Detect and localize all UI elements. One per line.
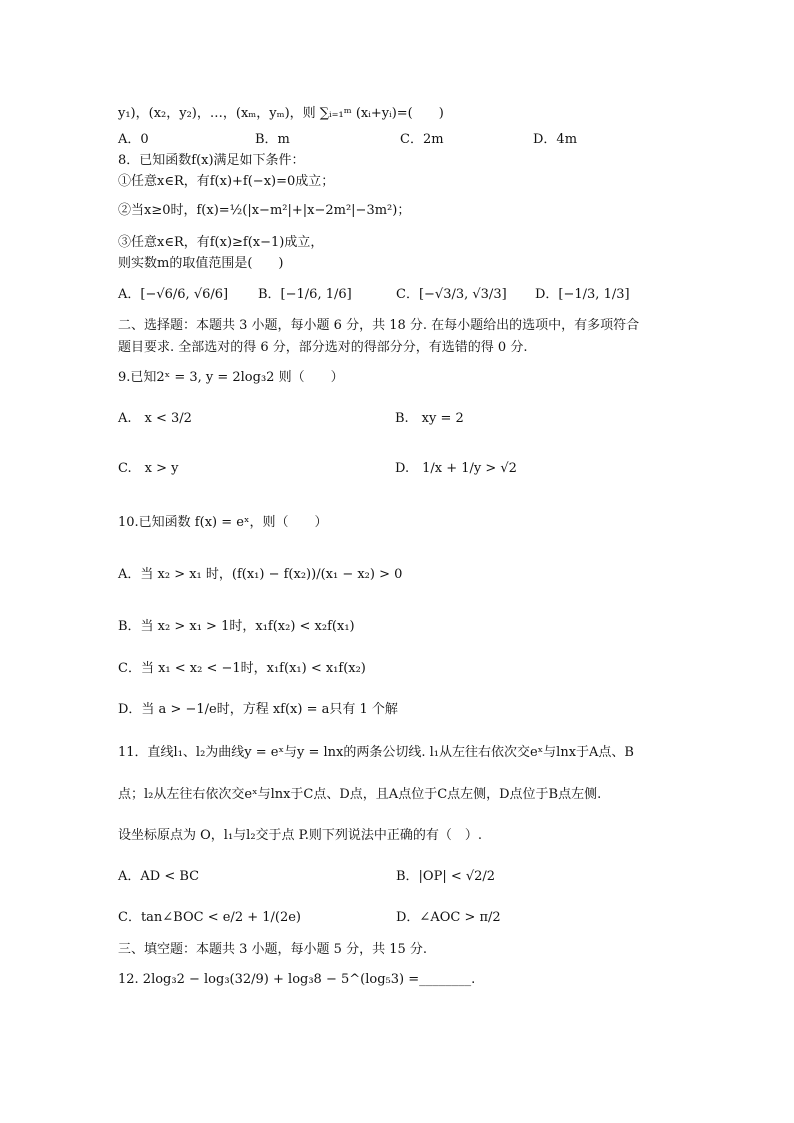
q8-ask: 则实数m的取值范围是( ) bbox=[118, 256, 284, 271]
q11-line-2: 点；l₂从左往右依次交eˣ与lnx于C点、D点，且A点位于C点左侧，D点位于B点左侧. bbox=[118, 787, 602, 802]
q7-option-b: B．m bbox=[255, 132, 290, 147]
q8-option-b: B．[−1/6, 1/6] bbox=[258, 287, 352, 302]
q9-option-c: C. x > y bbox=[118, 461, 179, 476]
section3-title: 三、填空题：本题共 3 小题，每小题 5 分，共 15 分. bbox=[118, 942, 428, 957]
q10-option-c: C．当 x₁ < x₂ < −1时，x₁f(x₁) < x₁f(x₂) bbox=[118, 661, 366, 676]
q11-option-d: D．∠AOC > π/2 bbox=[396, 910, 501, 925]
q8-condition-2: ②当x≥0时，f(x)=½(|x−m²|+|x−2m²|−3m²)； bbox=[118, 203, 411, 218]
q8-option-a: A．[−√6/6, √6/6] bbox=[118, 287, 229, 302]
q11-option-a: A．AD < BC bbox=[118, 869, 200, 884]
q11-option-b: B．|OP| < √2/2 bbox=[396, 869, 496, 884]
q10-stem: 10.已知函数 f(x) = eˣ，则（ ） bbox=[118, 515, 328, 530]
q8-stem: 8．已知函数f(x)满足如下条件： bbox=[118, 153, 305, 168]
q7-option-c: C．2m bbox=[400, 132, 444, 147]
q8-condition-3: ③任意x∈R，有f(x)≥f(x−1)成立， bbox=[118, 235, 324, 250]
q7-option-d: D．4m bbox=[533, 132, 578, 147]
q9-stem: 9.已知2ˣ = 3, y = 2log₃2 则（ ） bbox=[118, 370, 344, 385]
section2-title-continued: 题目要求. 全部选对的得 6 分，部分选对的得部分分，有选错的得 0 分. bbox=[118, 340, 528, 355]
q10-option-b: B．当 x₂ > x₁ > 1时，x₁f(x₂) < x₂f(x₁) bbox=[118, 619, 355, 634]
q9-option-d: D. 1/x + 1/y > √2 bbox=[395, 461, 517, 476]
q7-tail: y₁)，(x₂，y₂)，…，(xₘ，yₘ)，则 ∑ᵢ₌₁ᵐ (xᵢ+yᵢ)=( ) bbox=[118, 106, 444, 121]
q11-line-1: 11．直线l₁、l₂为曲线y = eˣ与y = lnx的两条公切线. l₁从左往右依次交eˣ与lnx于A点、B bbox=[118, 745, 634, 760]
q9-option-b: B. xy = 2 bbox=[395, 411, 464, 426]
q8-condition-1: ①任意x∈R，有f(x)+f(−x)=0成立； bbox=[118, 174, 335, 189]
q12-stem: 12. 2log₃2 − log₃(32/9) + log₃8 − 5^(log₅3) =________. bbox=[118, 972, 476, 987]
q7-option-a: A．0 bbox=[118, 132, 149, 147]
q10-option-d: D．当 a > −1/e时，方程 xf(x) = a只有 1 个解 bbox=[118, 702, 398, 717]
q8-option-d: D．[−1/3, 1/3] bbox=[535, 287, 630, 302]
q11-line-3: 设坐标原点为 O，l₁与l₂交于点 P.则下列说法中正确的有（ ）. bbox=[118, 828, 483, 843]
q8-option-c: C．[−√3/3, √3/3] bbox=[396, 287, 507, 302]
section2-title: 二、选择题：本题共 3 小题，每小题 6 分，共 18 分. 在每小题给出的选项中，有多项符合 bbox=[118, 318, 640, 333]
q9-option-a: A. x < 3/2 bbox=[118, 411, 192, 426]
q10-option-a: A．当 x₂ > x₁ 时，(f(x₁) − f(x₂))/(x₁ − x₂) > 0 bbox=[118, 567, 403, 582]
q11-option-c: C．tan∠BOC < e/2 + 1/(2e) bbox=[118, 910, 302, 925]
